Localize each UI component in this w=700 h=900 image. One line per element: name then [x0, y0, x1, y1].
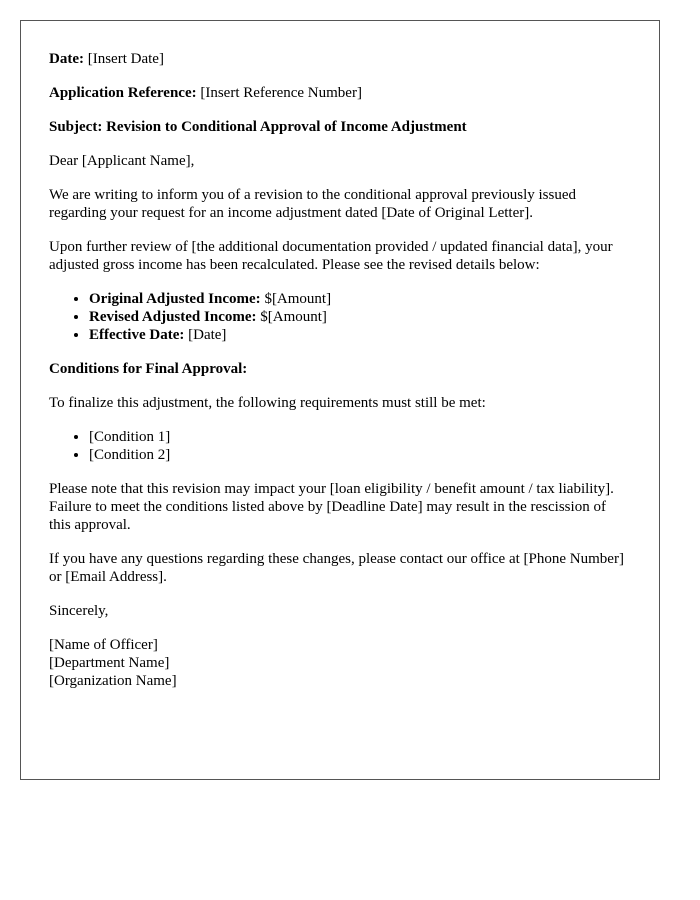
detail-value: $[Amount]	[256, 309, 327, 325]
date-line	[49, 50, 631, 68]
conditions-list	[49, 428, 631, 464]
conditions-heading: Conditions for Final Approval:	[49, 361, 248, 377]
condition-item: • [Condition 2]	[89, 446, 631, 464]
letter-document	[20, 20, 660, 780]
sign-off: Sincerely,	[49, 603, 109, 619]
detail-value: [Date]	[184, 327, 227, 343]
department-name: [Department Name]	[49, 655, 170, 671]
detail-item-original-income	[89, 290, 631, 308]
salutation: Dear [Applicant Name],	[49, 153, 195, 169]
date-value: [Insert Date]	[87, 51, 164, 67]
reference-line	[49, 84, 631, 102]
impact-paragraph: Please note that this revision may impact your [loan eligibility / benefit amount / tax liability]. Failure to meet the conditions listed above by [Deadline Date] may result in the rescission of this approval.	[49, 481, 614, 533]
detail-label: Effective Date:	[89, 327, 185, 343]
reference-label: Application Reference:	[49, 85, 197, 101]
reference-value: [Insert Reference Number]	[200, 85, 362, 101]
detail-label: Original Adjusted Income:	[89, 291, 261, 307]
detail-item-revised-income	[89, 308, 631, 326]
review-paragraph: Upon further review of [the additional documentation provided / updated financial data], your adjusted gross income has been recalculated. Please see the revised details below:	[49, 239, 613, 273]
contact-paragraph: If you have any questions regarding these changes, please contact our office at [Phone Number] or [Email Address].	[49, 551, 624, 585]
intro-paragraph: We are writing to inform you of a revision to the conditional approval previously issued regarding your request for an income adjustment dated [Date of Original Letter].	[49, 187, 577, 221]
conditions-intro: To finalize this adjustment, the following requirements must still be met:	[49, 395, 486, 411]
subject-line: Subject: Revision to Conditional Approval of Income Adjustment	[49, 119, 467, 135]
detail-value: $[Amount]	[260, 291, 332, 307]
condition-item: • [Condition 1]	[89, 428, 631, 446]
organization-name: [Organization Name]	[49, 673, 177, 689]
date-label: Date:	[49, 51, 84, 67]
officer-name: [Name of Officer]	[49, 637, 158, 653]
detail-label: Revised Adjusted Income:	[89, 309, 257, 325]
revised-details-list	[49, 290, 631, 344]
signature-block	[49, 636, 631, 690]
detail-item-effective-date	[89, 326, 631, 344]
